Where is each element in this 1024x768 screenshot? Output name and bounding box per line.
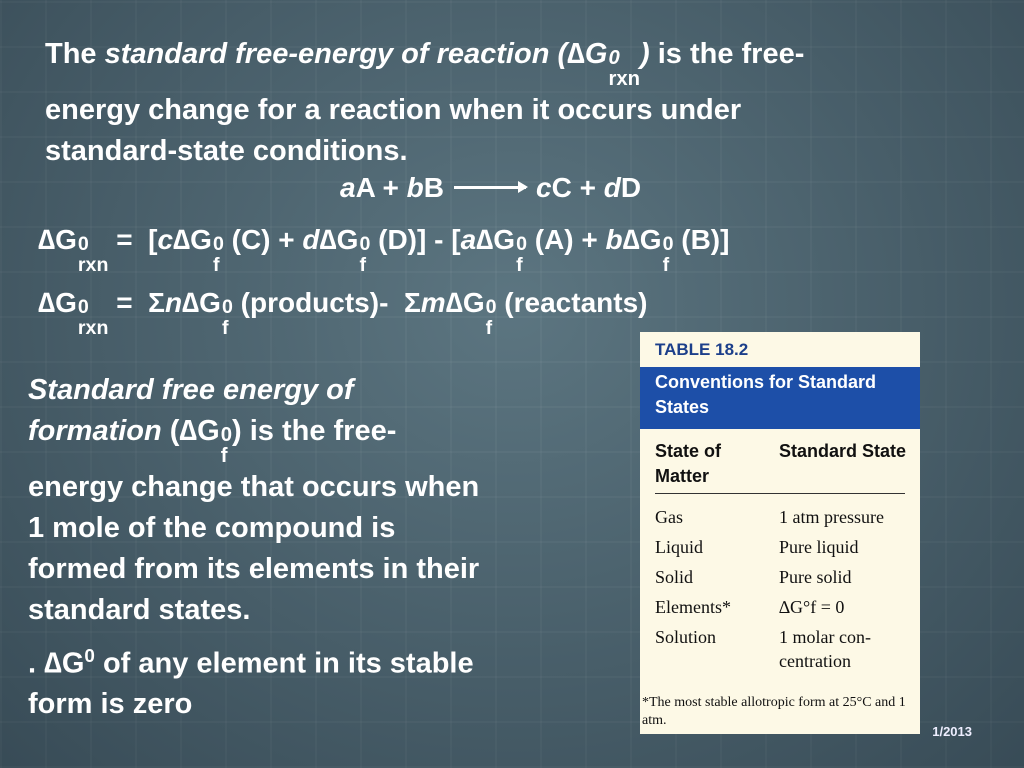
eq1-dg4-supsub xyxy=(662,232,674,276)
eq1-zero-4: 0 xyxy=(662,232,674,255)
eq2-zero-1: 0 xyxy=(221,295,233,318)
table-cell: Pure solid xyxy=(779,567,852,587)
eq1-zero-2: 0 xyxy=(359,232,371,255)
table-header-state: State of Matter xyxy=(655,441,722,486)
intro-line-3: standard-state conditions. xyxy=(45,134,408,167)
eq1-c-term: (C) + xyxy=(223,224,303,255)
table-row xyxy=(640,562,920,592)
intro-line-1 xyxy=(45,34,965,90)
eq1-dg3-supsub xyxy=(516,232,527,276)
table-cell: Solution xyxy=(655,627,717,647)
standard-states-table xyxy=(640,332,920,734)
eq2-f-2: f xyxy=(485,316,493,339)
eq2-f-1: f xyxy=(221,316,229,339)
coef-d: d xyxy=(603,172,621,203)
eq2-products: (products) xyxy=(232,287,380,318)
table-cell xyxy=(655,646,779,676)
eq1-c: c xyxy=(157,224,174,255)
eq1-lhs-sup: 0 xyxy=(77,232,89,255)
eq1-f-1: f xyxy=(212,253,220,276)
eq2-lhs-supsub xyxy=(77,295,109,339)
eq1-d-term: (D)] xyxy=(370,224,427,255)
eq2-dg2-supsub xyxy=(485,295,497,339)
table-header-row xyxy=(640,429,920,489)
eq1-f-2: f xyxy=(359,253,366,276)
intro-delta-g: ∆G xyxy=(567,38,608,70)
eq1-dg1: ∆G xyxy=(173,224,212,255)
eq2-reactants: (reactants) xyxy=(496,287,648,318)
eq1-f-4: f xyxy=(662,253,670,276)
table-row xyxy=(640,592,920,622)
eq2-lhs-sup: 0 xyxy=(77,295,89,318)
equation-detailed xyxy=(38,224,729,275)
table-row xyxy=(640,532,920,562)
eq1-equals: = xyxy=(108,224,141,255)
intro-sub: rxn xyxy=(608,68,640,91)
definition-line-6: standard states. xyxy=(28,593,251,626)
eq1-lhs: ∆G xyxy=(38,224,77,255)
note-sup: 0 xyxy=(84,644,95,666)
eq1-a: a xyxy=(460,224,477,255)
slide-date: 1/2013 xyxy=(932,724,972,739)
intro-line-2: energy change for a reaction when it occurs under xyxy=(45,93,742,126)
definition-line-3: energy change that occurs when xyxy=(28,470,480,503)
eq2-lhs-sub: rxn xyxy=(77,316,109,339)
eq1-lhs-sub: rxn xyxy=(77,253,109,276)
table-cell: Solid xyxy=(655,567,694,587)
table-cell: Elements* xyxy=(655,597,731,617)
definition-line-5: formed from its elements in their xyxy=(28,552,480,585)
eq1-dg2-supsub xyxy=(359,232,371,276)
table-title: Conventions for Standard States xyxy=(640,367,920,429)
intro-the: The xyxy=(45,38,97,70)
definition-sup: 0 xyxy=(220,424,233,446)
species-c: C + xyxy=(551,172,604,203)
eq1-open: [ xyxy=(148,224,158,255)
intro-rest: is the free- xyxy=(649,38,805,70)
reaction-equation xyxy=(340,172,641,204)
intro-term: standard free-energy of reaction ( xyxy=(104,38,568,70)
equation-summation xyxy=(38,287,647,338)
sigma-icon: Σ xyxy=(148,287,165,318)
definition-supsub xyxy=(220,424,233,468)
sigma-icon: Σ xyxy=(403,287,421,318)
note-rest: of any element in its stable xyxy=(94,646,474,679)
definition-paragraph xyxy=(28,370,568,725)
definition-close: ) is the free- xyxy=(232,415,397,447)
definition-line-2 xyxy=(28,411,568,467)
eq2-dg1: ∆G xyxy=(182,287,221,318)
coef-c: c xyxy=(536,172,552,203)
table-row xyxy=(640,646,920,676)
intro-paragraph xyxy=(45,34,965,172)
note-prefix: . ∆G xyxy=(28,646,85,679)
eq1-b: b xyxy=(605,224,623,255)
definition-term: formation xyxy=(28,415,162,447)
eq2-minus: - xyxy=(379,287,397,318)
eq1-dg3: ∆G xyxy=(476,224,516,255)
eq1-dg1-supsub xyxy=(212,232,224,276)
definition-line-1: Standard free energy of xyxy=(28,374,354,406)
table-cell: centration xyxy=(779,651,851,671)
eq2-equals: = xyxy=(108,287,141,318)
definition-open: (∆G xyxy=(161,415,220,447)
intro-super-sub xyxy=(608,47,640,91)
coef-a: a xyxy=(340,172,356,203)
table-label: TABLE 18.2 xyxy=(655,340,749,359)
definition-sub: f xyxy=(220,445,228,468)
eq2-dg1-supsub xyxy=(221,295,233,339)
reaction-arrow-icon xyxy=(454,186,526,189)
definition-line-4: 1 mole of the compound is xyxy=(28,511,396,544)
species-b: B xyxy=(423,172,445,203)
species-a: A + xyxy=(355,172,407,203)
eq2-n: n xyxy=(164,287,183,318)
eq1-zero-3: 0 xyxy=(516,232,527,255)
table-cell: 1 atm pressure xyxy=(779,507,884,527)
eq1-f-3: f xyxy=(516,253,523,276)
eq2-dg2: ∆G xyxy=(445,287,485,318)
eq1-d: d xyxy=(302,224,320,255)
table-cell: Pure liquid xyxy=(779,537,859,557)
table-row xyxy=(640,502,920,532)
eq1-b-term: (B)] xyxy=(673,224,730,255)
eq1-lhs-supsub xyxy=(77,232,109,276)
eq2-zero-2: 0 xyxy=(485,295,497,318)
eq1-open2: [ xyxy=(451,224,461,255)
eq1-zero-1: 0 xyxy=(212,232,224,255)
eq1-a-term: (A) + xyxy=(526,224,606,255)
table-header-standard: Standard State xyxy=(779,441,907,461)
eq2-lhs: ∆G xyxy=(38,287,77,318)
eq1-minus: - xyxy=(426,224,452,255)
table-footnote: *The most stable allotropic form at 25°C and 1 atm. xyxy=(642,695,906,728)
note-line-2: form is zero xyxy=(28,687,193,720)
intro-close: ) xyxy=(640,38,650,70)
table-cell: ∆G°f = 0 xyxy=(779,597,845,617)
table-cell: Liquid xyxy=(655,537,703,557)
coef-b: b xyxy=(406,172,424,203)
species-d: D xyxy=(620,172,642,203)
intro-sup: 0 xyxy=(608,47,620,69)
eq2-m: m xyxy=(420,287,446,318)
note-line-1 xyxy=(28,635,568,684)
table-cell: Gas xyxy=(655,507,683,527)
table-cell: 1 molar con- xyxy=(779,627,871,647)
eq1-dg2: ∆G xyxy=(319,224,359,255)
eq1-dg4: ∆G xyxy=(622,224,662,255)
